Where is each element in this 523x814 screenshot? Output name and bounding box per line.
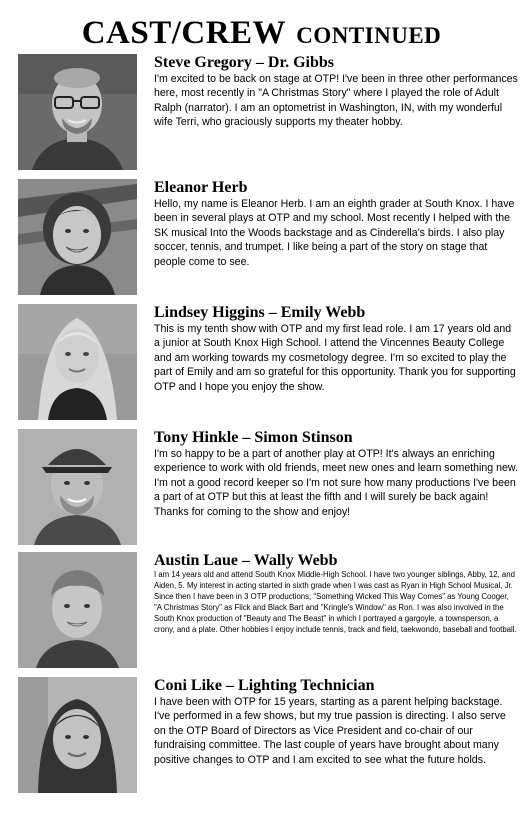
cast-bio: I am 14 years old and attend South Knox Middle-High School. I have two younger siblings, Abby, 12, and Aiden, 5. My interest in acting started in sixth grade when I was cast as Ryan in High School Musical, Jr. Since then I have been in 3 OTP productions; "Something Wicked This Way Comes" as Young Cooger, "A Christmas Story" as Flick and Black Bart and "Kringle's Window" as Ron. I was also involved in the South Knox production of "Beauty and The Beast" in which I portrayed a gargoyle, a townsperson, a crony, and a plate. Other hobbies I enjoy include tennis, track and field, taekwondo, baseball and football. (154, 570, 517, 634)
headshot-photo (18, 179, 137, 295)
title-continued: CONTINUED (296, 23, 442, 48)
cast-bio: This is my tenth show with OTP and my first lead role. I am 17 years old and a junior at South Knox High School. I attend the Vincennes Beauty College and am working towards my cosmetology degree. I'm so excited to play the part of Emily and am so grateful for this opportunity. Thank you for supporting OTP and I hope you enjoy the show. (154, 323, 516, 393)
headshot-photo (18, 54, 137, 170)
headshot-photo (18, 429, 137, 545)
cast-bio: I have been with OTP for 15 years, starting as a parent helping backstage. I've performed in a few shows, but my true passion is directing. I also serve on the OTP Board of Directors as Vice President and co-chair of our fundraising committee. The last couple of years have brought about many positive changes to OTP and I am excited to see what the future holds. (154, 696, 506, 766)
cast-name: Tony Hinkle – Simon Stinson (154, 429, 353, 446)
headshot-photo (18, 552, 137, 668)
cast-bio: I'm so happy to be a part of another play at OTP! It's always an enriching experience to work with old friends, meet new ones and learn something new. I'm not a good record keeper so I'm not sure how many productions I've been a part of at OTP but this at least the fifth and I will surely be back again! Thanks for coming to the show and enjoy! (154, 448, 518, 518)
cast-name: Coni Like – Lighting Technician (154, 677, 375, 694)
cast-name: Steve Gregory – Dr. Gibbs (154, 54, 334, 71)
cast-bio: Hello, my name is Eleanor Herb. I am an eighth grader at South Knox. I have been in several plays at OTP and my school. Most recently I helped with the SK musical Into the Woods backstage and as Cinderella's birds. I also play soccer, tennis, and trumpet. I like being a part of the story on stage that people come to see. (154, 198, 515, 268)
cast-name: Lindsey Higgins – Emily Webb (154, 304, 366, 321)
title-main: CAST/CREW (81, 15, 286, 51)
page-title (0, 14, 523, 55)
headshot-photo (18, 677, 137, 793)
cast-name: Eleanor Herb (154, 179, 248, 196)
cast-bio: I'm excited to be back on stage at OTP! I've been in three other performances here, most recently in "A Christmas Story" where I played the role of Adult Ralph (narrator). I am an optometrist in Washington, IN, with my wonderful wife Terri, who graciously supports my theater hobby. (154, 73, 518, 129)
headshot-photo (18, 304, 137, 420)
cast-name: Austin Laue – Wally Webb (154, 552, 338, 569)
